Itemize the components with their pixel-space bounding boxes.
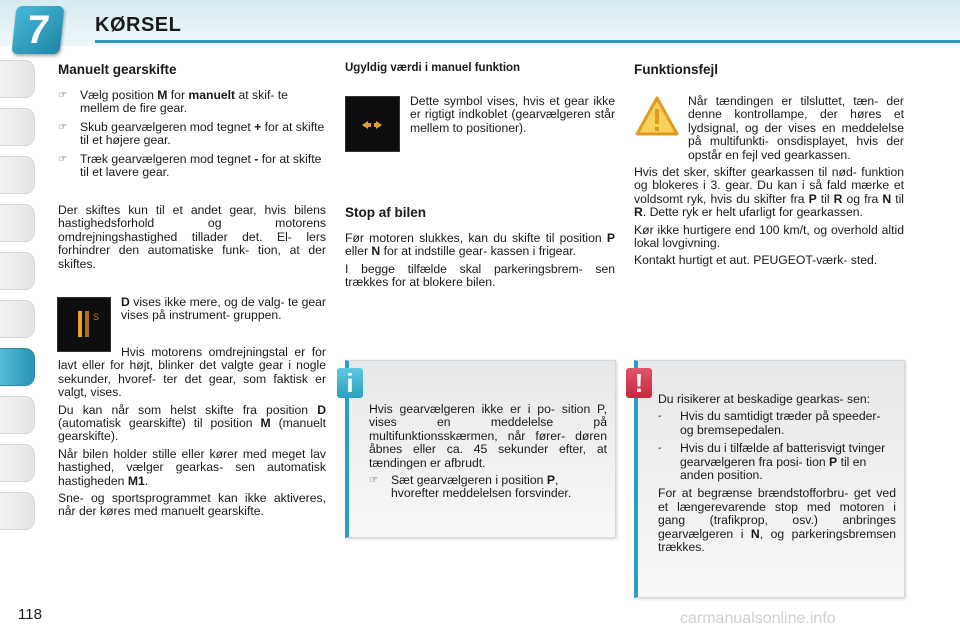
- list-item: ☞ Sæt gearvælgeren i position P, hvorefter meddelelsen forsvinder.: [369, 473, 572, 501]
- chapter-tab[interactable]: [0, 156, 35, 194]
- list-item: ☞ Vælg position M for manuelt at skif- te mellem de fire gear.: [58, 88, 288, 116]
- chapter-tab[interactable]: [0, 204, 35, 242]
- chapter-tab[interactable]: [0, 396, 35, 434]
- list-item: - Hvis du samtidigt træder på speeder- og bremsepedalen.: [658, 409, 881, 437]
- malfunction-section: [634, 62, 904, 77]
- left-body: [58, 204, 326, 275]
- paragraph: Hvis det sker, skifter gearkassen til nød- funktion og blokeres i 3. gear. Du kan i så fald mærke et voldsomt ryk, hvis du skifter fra P til R og fra N til R. Dette ryk er helt ufarligt for gearkassen.: [634, 165, 905, 220]
- paragraph: Kontakt hurtigt et aut. PEUGEOT-værk- sted.: [634, 253, 878, 268]
- stop-section: [345, 205, 615, 294]
- chapter-tab[interactable]: [0, 60, 35, 98]
- subsection-title: Ugyldig værdi i manuel funktion: [345, 62, 521, 74]
- section-title: Manuelt gearskifte: [58, 62, 177, 77]
- paragraph: Hvis motorens omdrejningstal er for lavt eller for højt, blinker det valgte gear i nogle sekunder, hvoref- ter det gear, som faktisk er valgt, vises.: [58, 345, 326, 400]
- header-rule: [95, 40, 960, 43]
- section-title: Stop af bilen: [345, 205, 426, 220]
- chapter-title: KØRSEL: [95, 14, 182, 36]
- malfunction-body: [634, 95, 904, 272]
- invalid-value-text: Dette symbol vises, hvis et gear ikke er rigtigt indkoblet (gearvælgeren står mellem to positioner).: [410, 94, 615, 135]
- list-item: ☞ Træk gearvælgeren mod tegnet - for at skifte til et lavere gear.: [58, 151, 322, 180]
- list-item: - Hvis du i tilfælde af batterisvigt tvinger gearvælgeren fra posi- tion P til en anden position.: [658, 441, 886, 483]
- invalid-gear-icon: [345, 96, 400, 152]
- paragraph: Du risikerer at beskadige gearkas- sen:: [658, 392, 871, 406]
- info-note-content: [369, 403, 607, 506]
- section-title: Funktionsfejl: [634, 62, 718, 77]
- paragraph: I begge tilfælde skal parkeringsbrem- sen trækkes for at blokere bilen.: [345, 261, 615, 290]
- paragraph: Sne- og sportsprogrammet kan ikke aktiveres, når der køres med manuelt gearskifte.: [58, 491, 326, 519]
- list-item: ☞ Skub gearvælgeren mod tegnet + for at skifte til et højere gear.: [58, 119, 325, 148]
- chapter-tab[interactable]: [0, 444, 35, 482]
- paragraph: Når bilen holder stille eller kører med meget lav hastighed, vælger gearkas- sen automatisk hastigheden M1.: [58, 446, 326, 488]
- paragraph: For at begrænse brændstofforbru- get ved et længerevarende stop med motoren i gang (trafikprop, osv.) anbringes gearvælgeren i N, og parkeringsbremsen trækkes.: [658, 486, 896, 555]
- chapter-tab[interactable]: [0, 492, 35, 530]
- chapter-tab-active[interactable]: [0, 348, 35, 386]
- paragraph: Kør ikke hurtigere end 100 km/t, og overhold altid lokal lovgivning.: [634, 222, 904, 251]
- info-icon: i: [337, 368, 363, 398]
- chapter-tab[interactable]: [0, 300, 35, 338]
- paragraph: Du kan når som helst skifte fra position D (automatisk gearskifte) til position M (manuelt gearskifte).: [58, 402, 326, 444]
- gear-display-icon: [57, 297, 111, 352]
- pointing-hand-icon: ☞: [58, 153, 67, 165]
- paragraph: Der skiftes kun til et andet gear, hvis bilens hastighedsforhold og motorens omdrejningshastighed tillader det. El- lers forhindrer den automatiske funk- tion, at der skiftes.: [58, 203, 326, 271]
- chapter-tab[interactable]: [0, 108, 35, 146]
- page-number: 118: [18, 606, 42, 623]
- left-body-2: [58, 346, 326, 523]
- chapter-tab[interactable]: [0, 252, 35, 290]
- chapter-tabs: [0, 60, 38, 540]
- paragraph: Før motoren slukkes, kan du skifte til position P eller N for at indstille gear- kassen i frigear.: [345, 231, 615, 259]
- d-no-longer-shown: D vises ikke mere, og de valg- te gear vises på instrument- gruppen.: [121, 295, 326, 323]
- svg-text:S: S: [93, 312, 100, 322]
- paragraph: Når tændingen er tilsluttet, tæn- der denne kontrollampe, der høres et lydsignal, og der vises en meddelelse på multifunkti- onsdisplayet, hvis der opstår en fejl ved gearkassen.: [688, 94, 904, 162]
- paragraph: Hvis gearvælgeren ikke er i po- sition P, vises en meddelelse på multifunktionsskærmen, når fører- døren åbnes eller ca. 45 sekunder efter, at tændingen er afbrudt.: [369, 402, 607, 470]
- invalid-value-title-wrap: [345, 62, 615, 74]
- exclamation-icon: !: [626, 368, 652, 398]
- pointing-hand-icon: ☞: [58, 121, 67, 133]
- watermark: carmanualsonline.info: [680, 610, 836, 627]
- chapter-badge: 7: [11, 6, 64, 54]
- manual-gearshift-section: [58, 62, 326, 184]
- pointing-hand-icon: ☞: [58, 90, 67, 101]
- warning-note-content: [658, 393, 896, 558]
- pointing-hand-icon: ☞: [369, 475, 378, 487]
